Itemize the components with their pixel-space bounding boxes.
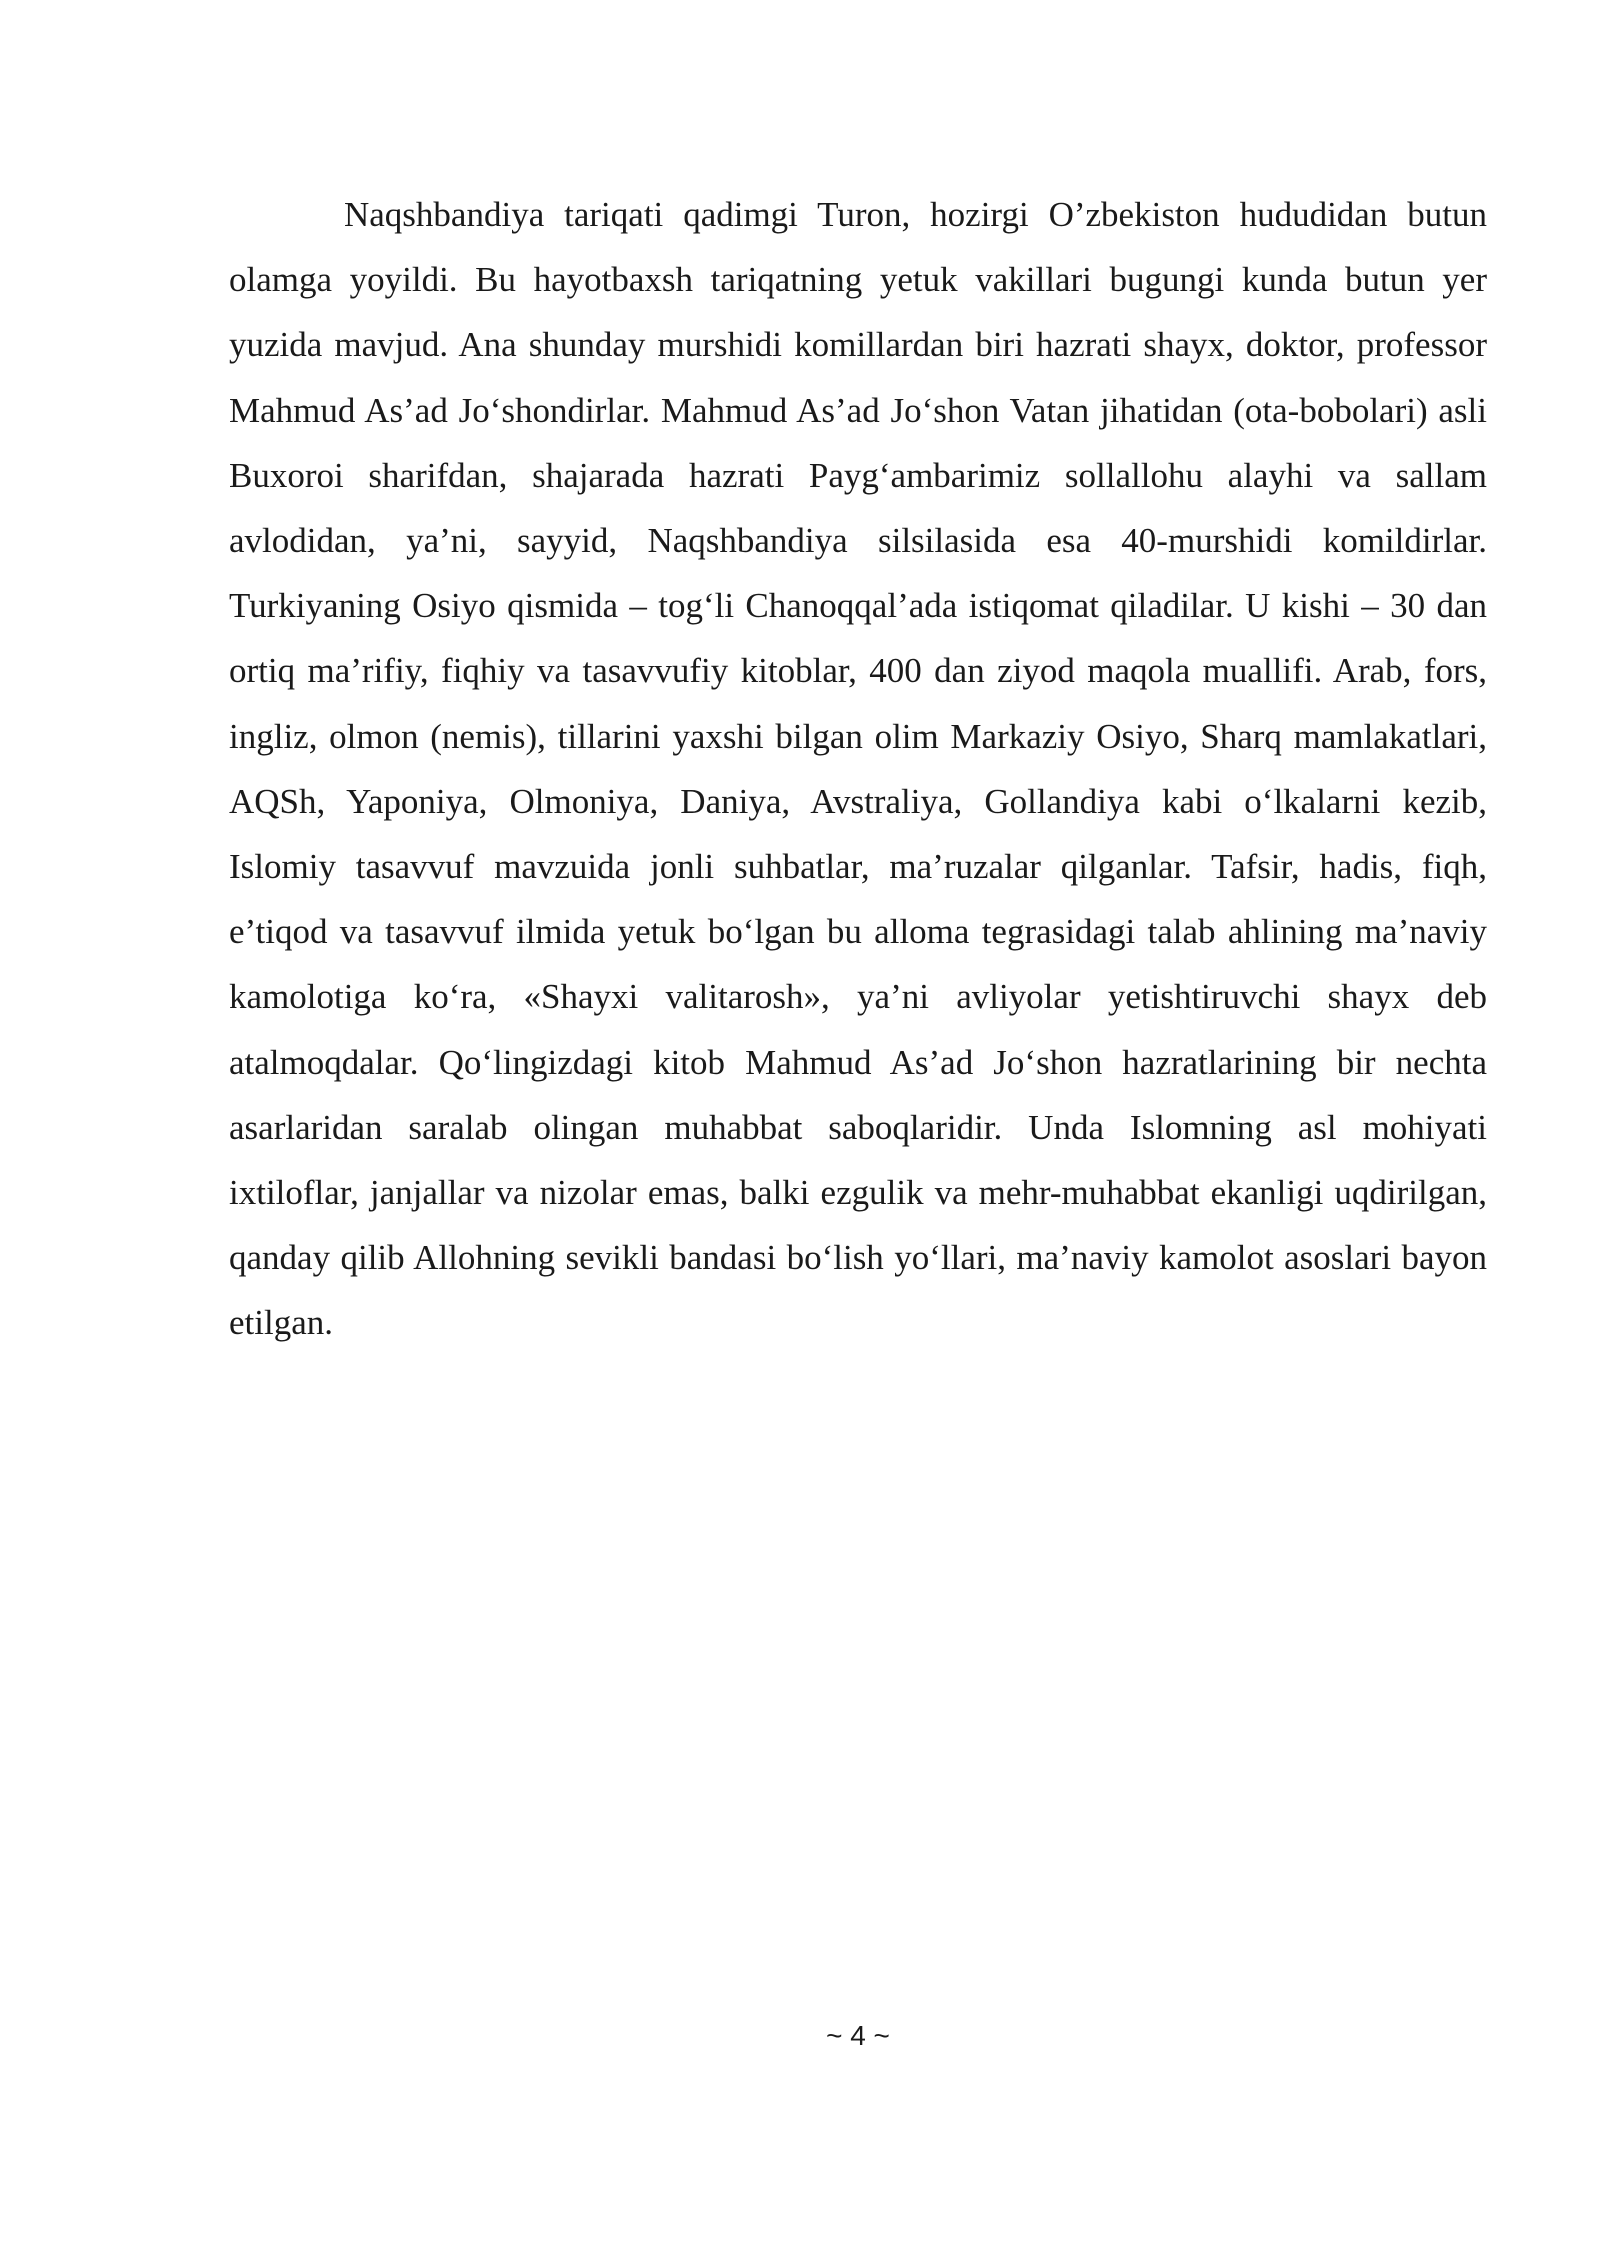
- page-number: ~ 4 ~: [826, 2020, 890, 2051]
- body-paragraph: Naqshbandiya tariqati qadimgi Turon, hozirgi O’zbekiston hududidan butun olamga yoyildi. Bu hayotbaxsh tariqatning yetuk vakillari bugungi kunda butun yer yuzida mavjud. Ana shunday murshidi komillardan biri hazrati shayx, doktor, professor Mahmud As’ad Jo‘shondirlar. Mahmud As’ad Jo‘shon Vatan jihatidan (ota-bobolari) asli Buxoroi sharifdan, shajarada hazrati Payg‘ambarimiz sollallohu alayhi va sallam avlodidan, ya’ni, sayyid, Naqshbandiya silsilasida esa 40-murshidi komildirlar. Turkiyaning Osiyo qismida – tog‘li Chanoqqal’ada istiqomat qiladilar. U kishi – 30 dan ortiq ma’rifiy, fiqhiy va tasavvufiy kitoblar, 400 dan ziyod maqola muallifi. Arab, fors, ingliz, olmon (nemis), tillarini yaxshi bilgan olim Markaziy Osiyo, Sharq mamlakatlari, AQSh, Yaponiya, Olmoniya, Daniya, Avstraliya, Gollandiya kabi o‘lkalarni kezib, Islomiy tasavvuf mavzuida jonli suhbatlar, ma’ruzalar qilganlar. Tafsir, hadis, fiqh, e’tiqod va tasavvuf ilmida yetuk bo‘lgan bu alloma tegrasidagi talab ahlining ma’naviy kamolotiga ko‘ra, «Shayxi valitarosh», ya’ni avliyolar yetishtiruvchi shayx deb atalmoqdalar. Qo‘lingizdagi kitob Mahmud As’ad Jo‘shon hazratlarining bir nechta asarlaridan saralab olingan muhabbat saboqlaridir. Unda Islomning asl mohiyati ixtiloflar, janjallar va nizolar emas, balki ezgulik va mehr-muhabbat ekanligi uqdirilgan, qanday qilib Allohning sevikli bandasi bo‘lish yo‘llari, ma’naviy kamolot asoslari bayon etilgan.: [229, 195, 1487, 1343]
